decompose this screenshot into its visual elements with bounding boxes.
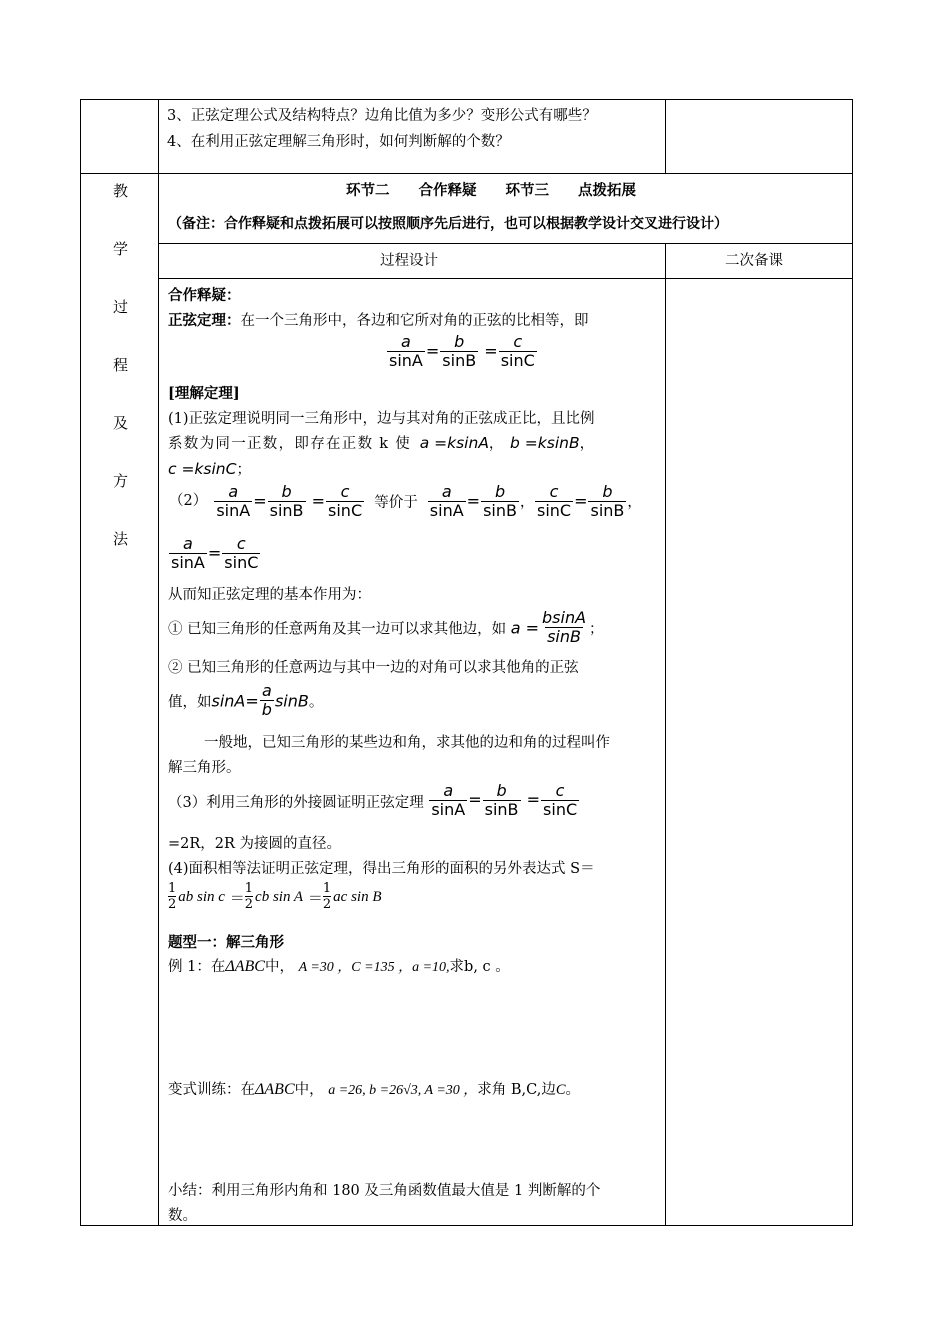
k-formula-c: c =ksinC (168, 460, 237, 478)
use-1: ① 已知三角形的任意两角及其一边可以求其他边，如 a = $\frac{bsinA}{\sin B}$ ； (168, 608, 604, 646)
type-1-heading: 题型一：解三角形 (168, 934, 284, 951)
point-1-line-c: c =ksinC； (168, 460, 251, 478)
point-3-line-b: =2R，2R 为接圆的直径。 (168, 836, 342, 852)
cooperative-heading: 合作释疑： (168, 287, 241, 304)
summary-line-b: 数。 (168, 1208, 197, 1224)
use-2-line-b: 值，如sinA= $\frac{a}{b}$ sinB。 (168, 681, 324, 719)
point-2-line-a: （2） $\frac{a}{\sin A}$ = $\frac{b}{\sin B}$ = $\frac{c}{\sin C}$ 等价于 $\frac{a}{\sin A}$ = $\frac{b}{\sin B}$ ， $\frac{c}{\sin C}$ = $\frac{b}{\sin B}$ ， (169, 482, 642, 520)
side-label-char: 教 (113, 182, 129, 200)
summary-line-a: 小结：利用三角形内角和 180 及三角函数值最大值是 1 判断解的个 (168, 1183, 601, 1199)
table-top-border (80, 99, 853, 100)
side-label-char: 过 (113, 298, 129, 316)
point-1-line-a: (1)正弦定理说明同一三角形中，边与其对角的正弦成正比，且比例 (168, 411, 595, 427)
question-3: 3、正弦定理公式及结构特点？边角比值为多少？变形公式有哪些？ (167, 108, 597, 124)
sine-law-formula: $\frac{a}{\sin A}$ = $\frac{b}{\sin B}$ = $\frac{c}{\sin C}$ (389, 332, 535, 370)
side-label-char: 法 (113, 530, 129, 548)
row-divider-columns (158, 278, 853, 279)
basic-use-text: 从而知正弦定理的基本作用为： (168, 587, 371, 603)
secondary-column-divider (665, 243, 666, 1226)
column-header-process: 过程设计 (380, 253, 438, 269)
side-column-divider (158, 99, 159, 1226)
section-note: （备注：合作释疑和点拨拓展可以按照顺序先后进行，也可以根据教学设计交叉进行设计） (168, 216, 728, 232)
variant-training: 变式训练：在ΔABC中， a =26, b =26√3, A =30 ，求角 B,C,边C。 (168, 1081, 581, 1098)
example-1: 例 1：在ΔABC中， A =30 ，C =135 ，a =10,求b, c 。 (168, 958, 510, 975)
side-label-char: 程 (113, 356, 129, 374)
side-label-char: 方 (113, 472, 129, 490)
table-left-border (80, 99, 81, 1226)
sine-law-statement (168, 309, 589, 330)
area-formula: $\frac{1}{2}$ ab sin c ＝ $\frac{1}{2}$ cb sin A ＝ $\frac{1}{2}$ ac sin B (168, 881, 382, 913)
general-line-a: 一般地，已知三角形的某些边和角，求其他的边和角的过程叫作 (204, 735, 610, 751)
k-formula-a: a =ksinA (419, 434, 489, 452)
section-title: 环节二 合作释疑 环节三 点拨拓展 (346, 182, 636, 199)
sine-law-text: 在一个三角形中，各边和它所对角的正弦的比相等，即 (240, 313, 589, 329)
sine-law-label: 正弦定理： (168, 312, 241, 329)
column-header-secondary: 二次备课 (725, 253, 783, 269)
table-right-border (852, 99, 853, 1226)
k-formula-b: b =ksinB (510, 434, 580, 452)
secondary-column-divider-top (665, 99, 666, 174)
point-3: （3）利用三角形的外接圆证明正弦定理 $\frac{a}{\sin A}$ = $\frac{b}{\sin B}$ = $\frac{c}{\sin C}$ (168, 781, 578, 819)
side-label-char: 学 (113, 240, 129, 258)
point-2-line-b: $\frac{a}{\sin A}$ = $\frac{c}{\sin C}$ (171, 534, 259, 572)
table-bottom-border (80, 1225, 853, 1226)
point-1-line-b: 系数为同一正数，即存在正数 k 使 a =ksinA， b =ksinB， (168, 434, 595, 452)
general-line-b: 解三角形。 (168, 760, 241, 776)
row-divider-1 (80, 173, 853, 174)
side-label-char: 及 (113, 414, 129, 432)
row-divider-header (158, 243, 853, 244)
use-2-line-a: ② 已知三角形的任意两边与其中一边的对角可以求其他角的正弦 (168, 660, 579, 676)
understand-heading: [理解定理] (168, 385, 240, 402)
point-4: (4)面积相等法证明正弦定理，得出三角形的面积的另外表达式 S＝ (168, 861, 595, 877)
question-4: 4、在利用正弦定理解三角形时，如何判断解的个数？ (167, 134, 510, 150)
